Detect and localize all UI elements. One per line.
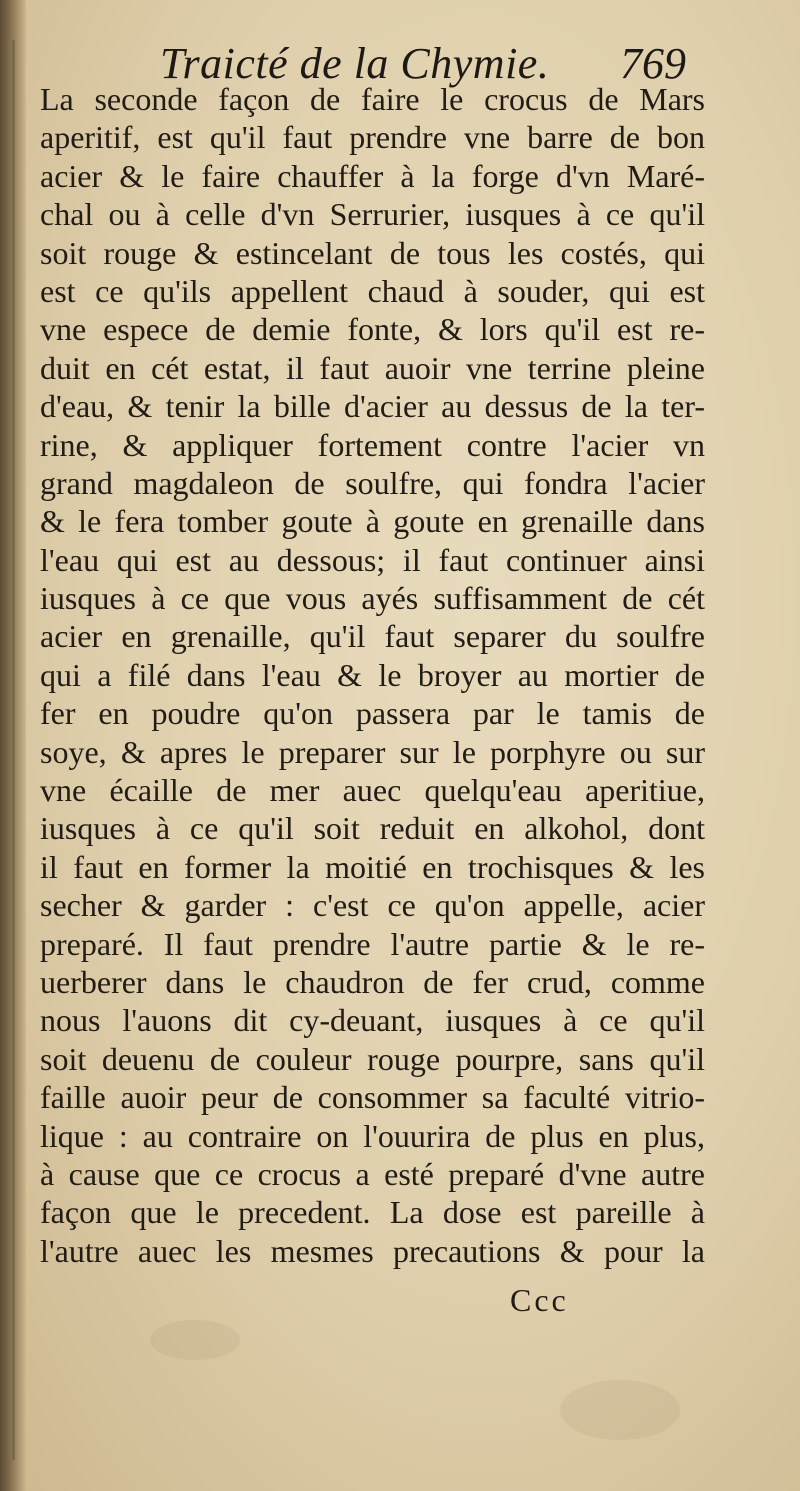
- text-line: La seconde façon de faire le crocus de Mars: [40, 81, 705, 117]
- text-line: à cause que ce crocus a esté preparé d'vne autre: [40, 1155, 705, 1192]
- text-line: duit en cét estat, il faut auoir vne terrine pleine: [40, 349, 705, 386]
- text-line: & le fera tomber goute à goute en grenaille dans: [40, 503, 705, 540]
- page-number: 769: [620, 39, 686, 88]
- text-line: façon que le precedent. La dose est pareille à: [40, 1194, 705, 1231]
- text-line: est ce qu'ils appellent chaud à souder, qui est: [40, 272, 705, 309]
- text-line: faille auoir peur de consommer sa faculté vitrio-: [40, 1079, 705, 1116]
- text-line: rine, & appliquer fortement contre l'acier vn: [40, 426, 705, 463]
- text-line: vne espece de demie fonte, & lors qu'il est re-: [40, 311, 705, 348]
- text-line: d'eau, & tenir la bille d'acier au dessus de la ter-: [40, 388, 705, 425]
- text-line: soye, & apres le preparer sur le porphyre ou sur: [40, 733, 705, 770]
- text-line: il faut en former la moitié en trochisques & les: [40, 848, 705, 885]
- text-line: secher & garder : c'est ce qu'on appelle, acier: [40, 887, 705, 924]
- page-edge-shadow: [12, 40, 15, 1460]
- text-line: lique : au contraire on l'ouurira de plus en plus,: [40, 1117, 705, 1154]
- text-line: fer en poudre qu'on passera par le tamis de: [40, 695, 705, 732]
- text-line: preparé. Il faut prendre l'autre partie & le re-: [40, 925, 705, 962]
- text-line: chal ou à celle d'vn Serrurier, iusques à ce qu'il: [40, 196, 705, 233]
- text-line: soit rouge & estincelant de tous les costés, qui: [40, 234, 705, 271]
- foxing-stain: [150, 1320, 240, 1360]
- text-line: iusques à ce que vous ayés suffisamment de cét: [40, 580, 705, 617]
- text-line: acier & le faire chauffer à la forge d'vn Maré-: [40, 157, 705, 194]
- text-line: l'eau qui est au dessous; il faut continuer ainsi: [40, 541, 705, 578]
- text-line: soit deuenu de couleur rouge pourpre, sans qu'il: [40, 1040, 705, 1077]
- text-line: grand magdaleon de soulfre, qui fondra l'acier: [40, 464, 705, 501]
- text-line: aperitif, est qu'il faut prendre vne barre de bon: [40, 119, 705, 156]
- body-text: [40, 80, 705, 1270]
- running-title: Traicté de la Chymie.: [160, 39, 550, 88]
- catchword: Ccc: [510, 1282, 569, 1318]
- text-line: l'autre auec les mesmes precautions & pour la: [40, 1232, 705, 1269]
- text-line: uerberer dans le chaudron de fer crud, comme: [40, 963, 705, 1000]
- foxing-stain: [560, 1380, 680, 1440]
- text-line: vne écaille de mer auec quelqu'eau aperitiue,: [40, 772, 705, 809]
- text-line: nous l'auons dit cy-deuant, iusques à ce qu'il: [40, 1002, 705, 1039]
- text-line: acier en grenaille, qu'il faut separer du soulfre: [40, 618, 705, 655]
- text-line: qui a filé dans l'eau & le broyer au mortier de: [40, 656, 705, 693]
- text-line: iusques à ce qu'il soit reduit en alkohol, dont: [40, 810, 705, 847]
